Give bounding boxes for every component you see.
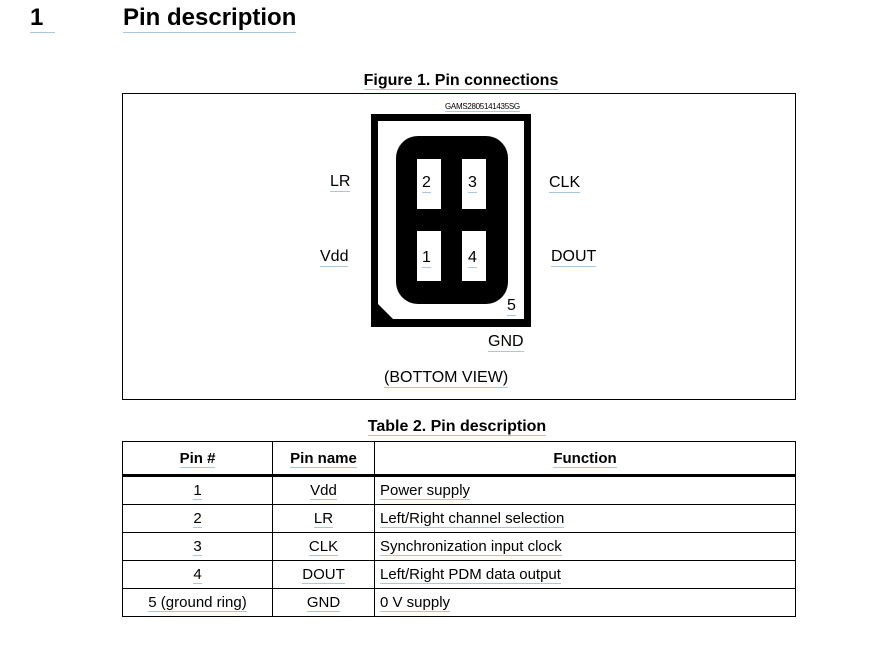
table-row	[123, 476, 796, 505]
cell-pin-number: 3	[123, 533, 273, 561]
pad-number-4: 4	[468, 249, 477, 266]
cell-pin-name: Vdd	[273, 476, 375, 505]
table-row	[123, 533, 796, 561]
cell-pin-name: GND	[273, 589, 375, 617]
section-title: Pin description	[123, 4, 297, 31]
table-row	[123, 589, 796, 617]
figure-pin-connections	[122, 93, 796, 400]
pin-name-clk: CLK	[549, 174, 581, 191]
cell-pin-number: 5 (ground ring)	[123, 589, 273, 617]
cell-pin-number: 4	[123, 561, 273, 589]
cell-function: 0 V supply	[375, 589, 796, 617]
header-pin-number: Pin #	[123, 442, 273, 476]
cell-function: Left/Right PDM data output	[375, 561, 796, 589]
package-diagram	[371, 114, 531, 327]
cell-pin-name: CLK	[273, 533, 375, 561]
pad-number-1: 1	[422, 249, 431, 266]
pad-number-5: 5	[507, 297, 516, 314]
figure-code: GAMS2805141435SG	[445, 102, 520, 111]
pin-name-lr: LR	[330, 173, 351, 190]
pin-name-vdd: Vdd	[320, 248, 349, 265]
pad-number-2: 2	[422, 174, 431, 191]
pin-name-gnd: GND	[488, 333, 524, 350]
pin-name-dout: DOUT	[551, 248, 597, 265]
cell-function: Power supply	[375, 476, 796, 505]
header-pin-name: Pin name	[273, 442, 375, 476]
table-caption-wrap	[0, 418, 870, 436]
table-caption: Table 2. Pin description	[367, 418, 547, 435]
pad-number-3: 3	[468, 174, 477, 191]
cell-pin-name: DOUT	[273, 561, 375, 589]
table-row	[123, 561, 796, 589]
ground-ring	[396, 136, 508, 304]
figure-caption-wrap	[0, 72, 870, 90]
header-function: Function	[375, 442, 796, 476]
section-number: 1	[30, 4, 55, 33]
bottom-view-label: (BOTTOM VIEW)	[384, 369, 509, 386]
figure-caption: Figure 1. Pin connections	[363, 72, 559, 89]
cell-pin-name: LR	[273, 505, 375, 533]
table-header-row	[123, 442, 796, 476]
table-row	[123, 505, 796, 533]
cell-function: Synchronization input clock	[375, 533, 796, 561]
cell-pin-number: 1	[123, 476, 273, 505]
cell-pin-number: 2	[123, 505, 273, 533]
cell-function: Left/Right channel selection	[375, 505, 796, 533]
pin-description-table	[122, 441, 796, 617]
